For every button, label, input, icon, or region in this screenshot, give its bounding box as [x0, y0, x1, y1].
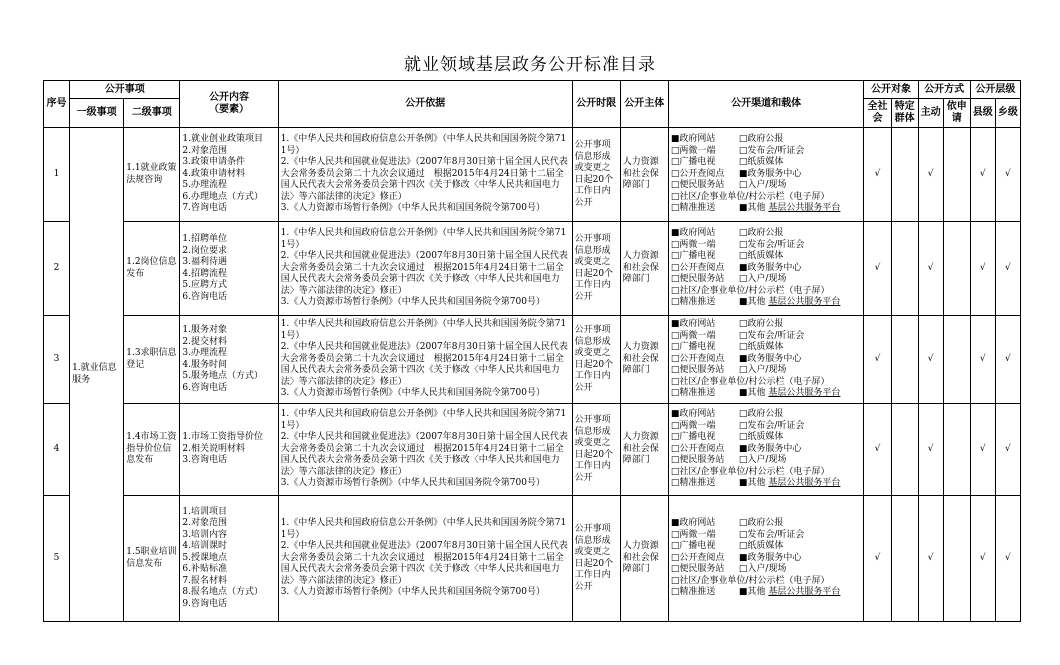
table-row	[44, 404, 1021, 496]
channel-other	[739, 388, 864, 400]
channel-option: □公开查阅点	[670, 443, 725, 454]
check-method-apply	[943, 128, 970, 222]
channel-grid	[669, 134, 864, 192]
content-elements	[180, 316, 278, 404]
channel-option: □便民服务站	[670, 455, 725, 466]
row-seq: 2	[44, 222, 70, 316]
basis-line: 1.《中华人民共和国政府信息公开条例》（中华人民共和国国务院令第711号）	[280, 319, 567, 341]
channel-option: □入户/现场	[738, 365, 787, 376]
channel-last-line	[669, 587, 864, 599]
basis-line: 2.《中华人民共和国就业促进法》（2007年8月30日第十届全国人民代表大会常务委员会第二十九次会议通过 根据2015年4月24日第十二届全国人民代表大会常务委员会第十四次《关于修改〈中华人民共和国电力法〉等六部法律的决定》修正）	[280, 157, 568, 202]
content-line: 1.服务对象	[182, 325, 227, 335]
content-line: 1.市场工资指导价位	[182, 432, 263, 443]
header-target: 公开对象	[864, 81, 918, 99]
content-line: 5.授课地点	[182, 552, 227, 563]
table-row	[44, 128, 1021, 222]
channel-other-text: 基层公共服务平台	[768, 388, 841, 399]
channel-option: □政府公报	[738, 228, 784, 239]
channel-option: □纸质媒体	[738, 157, 784, 168]
channel-last-line	[669, 297, 864, 309]
channel-cell	[668, 128, 864, 222]
check-method-apply	[943, 496, 970, 622]
content-line: 2.岗位要求	[182, 245, 227, 256]
channel-option: □广播电视	[670, 541, 716, 552]
channel-cell	[668, 222, 864, 316]
content-line: 7.咨询电话	[182, 203, 227, 214]
content-line: 2.提交材料	[182, 336, 227, 347]
header-target-specific: 特定群体	[891, 99, 918, 128]
channel-precise: □精准推送	[670, 478, 716, 489]
channel-option: □两微一端	[670, 420, 716, 431]
content-line: 5.办理流程	[182, 180, 227, 191]
channel-option: □发布会/听证会	[738, 420, 805, 431]
channel-option: □政府公报	[738, 518, 784, 529]
basis-line: 2.《中华人民共和国就业促进法》（2007年8月30日第十届全国人民代表大会常务委员会第二十九次会议通过 根据2015年4月24日第十二届全国人民代表大会常务委员会第十四次《关于修改〈中华人民共和国电力法〉等六部法律的决定》修正）	[280, 541, 568, 586]
channel-grid	[669, 518, 864, 576]
check-target-all: √	[864, 404, 891, 496]
channel-other-text: 基层公共服务平台	[768, 587, 841, 598]
check-level-town: √	[995, 404, 1020, 496]
basis-line: 1.《中华人民共和国政府信息公开条例》（中华人民共和国国务院令第711号）	[280, 518, 567, 540]
channel-option: □入户/现场	[738, 180, 787, 191]
content-line: 6.办理地点（方式）	[182, 191, 263, 202]
content-line: 3.政策申请条件	[182, 157, 245, 168]
content-line: 4.培训课时	[182, 541, 227, 552]
check-target-specific	[891, 316, 918, 404]
channel-option: □纸质媒体	[738, 432, 784, 443]
time-limit: 公开事项信息形成或变更之日起20个工作日内公开	[572, 222, 620, 316]
check-method-active: √	[918, 222, 943, 316]
level2-item: 1.3求职信息登记	[124, 316, 180, 404]
channel-option: □广播电视	[670, 342, 716, 353]
header-channel: 公开渠道和载体	[668, 81, 864, 128]
basis-line: 1.《中华人民共和国政府信息公开条例》（中华人民共和国国务院令第711号）	[280, 134, 567, 156]
header-seq: 序号	[44, 81, 70, 128]
check-method-active: √	[918, 316, 943, 404]
channel-option: □发布会/听证会	[738, 145, 805, 156]
channel-option: □政府公报	[738, 319, 784, 330]
channel-option: ■政府网站	[670, 319, 716, 330]
basis-line: 3.《人力资源市场暂行条例》（中华人民共和国国务院令第700号）	[280, 478, 545, 489]
channel-other-prefix: ■其他	[738, 388, 766, 399]
channel-option: ■政务服务中心	[738, 168, 802, 179]
content-line: 5.服务地点（方式）	[182, 371, 263, 381]
header-content: 公开内容 （要素）	[180, 81, 278, 128]
channel-option: □便民服务站	[670, 274, 725, 285]
channel-option: □两微一端	[670, 529, 716, 540]
subject: 人力资源和社会保障部门	[620, 128, 668, 222]
channel-option: □政府公报	[738, 409, 784, 420]
channel-community: □社区/企事业单位/村公示栏（电子屏）	[670, 466, 830, 477]
row-seq: 5	[44, 496, 70, 622]
channel-cell	[668, 404, 864, 496]
basis-cell	[278, 222, 572, 316]
channel-option: □便民服务站	[670, 365, 725, 376]
channel-option: □政府公报	[738, 134, 784, 145]
channel-option: □纸质媒体	[738, 342, 784, 353]
header-method-active: 主动	[918, 99, 943, 128]
content-line: 6.咨询电话	[182, 291, 227, 302]
channel-option: □纸质媒体	[738, 251, 784, 262]
channel-option: ■政务服务中心	[738, 443, 802, 454]
check-target-specific	[891, 404, 918, 496]
channel-other	[739, 478, 864, 490]
channel-option: □发布会/听证会	[738, 239, 805, 250]
channel-option: □便民服务站	[670, 564, 725, 575]
content-line: 4.政策申请材料	[182, 168, 245, 179]
level1-item: 1.就业信息服务	[70, 128, 124, 622]
content-elements	[180, 222, 278, 316]
basis-line: 3.《人力资源市场暂行条例》（中华人民共和国国务院令第700号）	[280, 388, 545, 399]
channel-option: ■政府网站	[670, 518, 716, 529]
content-line: 4.招聘流程	[182, 268, 227, 279]
content-line: 3.咨询电话	[182, 455, 227, 466]
content-line: 2.对象范围	[182, 145, 227, 156]
header-level: 公开层级	[970, 81, 1020, 99]
channel-cell	[668, 316, 864, 404]
header-level2: 二级事项	[124, 99, 180, 128]
content-line: 1.培训项目	[182, 506, 227, 517]
table-row	[44, 316, 1021, 404]
row-seq: 4	[44, 404, 70, 496]
header-level1: 一级事项	[70, 99, 124, 128]
channel-precise: □精准推送	[670, 587, 716, 598]
channel-option: □入户/现场	[738, 274, 787, 285]
header-level-county: 县级	[970, 99, 995, 128]
row-seq: 3	[44, 316, 70, 404]
channel-option: □入户/现场	[738, 455, 787, 466]
subject: 人力资源和社会保障部门	[620, 222, 668, 316]
channel-last-line	[669, 203, 864, 215]
table-row	[44, 496, 1021, 622]
check-level-county: √	[970, 222, 995, 316]
header-method: 公开方式	[918, 81, 970, 99]
channel-option: □纸质媒体	[738, 541, 784, 552]
level2-item: 1.5职业培训信息发布	[124, 496, 180, 622]
channel-grid	[669, 409, 864, 467]
check-level-county: √	[970, 128, 995, 222]
catalog-table	[43, 80, 1021, 622]
channel-precise: □精准推送	[670, 388, 716, 399]
content-line: 2.对象范围	[182, 518, 227, 529]
content-line: 7.报名材料	[182, 575, 227, 586]
channel-option: □广播电视	[670, 432, 716, 443]
channel-other	[739, 587, 864, 599]
content-elements	[180, 496, 278, 622]
check-method-apply	[943, 404, 970, 496]
check-level-town: √	[995, 316, 1020, 404]
channel-other-text: 基层公共服务平台	[768, 297, 841, 308]
basis-line: 1.《中华人民共和国政府信息公开条例》（中华人民共和国国务院令第711号）	[280, 409, 567, 431]
basis-line: 2.《中华人民共和国就业促进法》（2007年8月30日第十届全国人民代表大会常务委员会第二十九次会议通过 根据2015年4月24日第十二届全国人民代表大会常务委员会第十四次《关于修改〈中华人民共和国电力法〉等六部法律的决定》修正）	[280, 432, 568, 477]
check-target-all: √	[864, 316, 891, 404]
content-line: 8.报名地点（方式）	[182, 587, 263, 598]
header-public-item: 公开事项	[70, 81, 180, 99]
content-line: 4.服务时间	[182, 359, 227, 370]
channel-option: □发布会/听证会	[738, 330, 805, 341]
channel-last-line	[669, 478, 864, 490]
check-level-town: √	[995, 496, 1020, 622]
check-target-specific	[891, 222, 918, 316]
level2-item: 1.4市场工资指导价位信息发布	[124, 404, 180, 496]
content-elements	[180, 404, 278, 496]
basis-cell	[278, 316, 572, 404]
content-line: 9.咨询电话	[182, 598, 227, 609]
level2-item: 1.1就业政策法规咨询	[124, 128, 180, 222]
time-limit: 公开事项信息形成或变更之日起20个工作日内公开	[572, 316, 620, 404]
check-method-active: √	[918, 496, 943, 622]
channel-option: □两微一端	[670, 239, 716, 250]
table-row	[44, 222, 1021, 316]
check-level-county: √	[970, 496, 995, 622]
channel-option: ■政府网站	[670, 409, 716, 420]
header-basis: 公开依据	[278, 81, 572, 128]
channel-option: □公开查阅点	[670, 262, 725, 273]
channel-other-text: 基层公共服务平台	[768, 203, 841, 214]
content-elements	[180, 128, 278, 222]
content-line: 5.应聘方式	[182, 280, 227, 290]
check-level-town: √	[995, 128, 1020, 222]
channel-option: □便民服务站	[670, 180, 725, 191]
header-level-town: 乡级	[995, 99, 1020, 128]
basis-cell	[278, 128, 572, 222]
channel-other-text: 基层公共服务平台	[768, 478, 841, 489]
header-subject: 公开主体	[620, 81, 668, 128]
page-title: 就业领域基层政务公开标准目录	[404, 55, 656, 75]
check-target-all: √	[864, 128, 891, 222]
channel-precise: □精准推送	[670, 297, 716, 308]
channel-option: ■政务服务中心	[738, 552, 802, 563]
channel-option: □公开查阅点	[670, 168, 725, 179]
channel-option: □公开查阅点	[670, 552, 725, 563]
check-level-town: √	[995, 222, 1020, 316]
channel-other	[739, 203, 864, 215]
channel-last-line	[669, 388, 864, 400]
check-target-specific	[891, 496, 918, 622]
header-time-limit: 公开时限	[572, 81, 620, 128]
subject: 人力资源和社会保障部门	[620, 316, 668, 404]
subject: 人力资源和社会保障部门	[620, 496, 668, 622]
channel-option: ■政府网站	[670, 134, 716, 145]
channel-option: ■政务服务中心	[738, 262, 802, 273]
basis-line: 3.《人力资源市场暂行条例》（中华人民共和国国务院令第700号）	[280, 587, 545, 598]
channel-other-prefix: ■其他	[738, 203, 766, 214]
channel-other	[739, 297, 864, 309]
channel-other-prefix: ■其他	[738, 297, 766, 308]
content-line: 1.招聘单位	[182, 234, 227, 244]
check-level-county: √	[970, 316, 995, 404]
check-level-county: √	[970, 404, 995, 496]
channel-option: ■政府网站	[670, 228, 716, 239]
basis-line: 3.《人力资源市场暂行条例》（中华人民共和国国务院令第700号）	[280, 297, 545, 308]
row-seq: 1	[44, 128, 70, 222]
check-target-all: √	[864, 496, 891, 622]
level2-item: 1.2岗位信息发布	[124, 222, 180, 316]
basis-cell	[278, 404, 572, 496]
channel-community: □社区/企事业单位/村公示栏（电子屏）	[670, 575, 830, 586]
channel-option: □公开查阅点	[670, 353, 725, 364]
subject: 人力资源和社会保障部门	[620, 404, 668, 496]
time-limit: 公开事项信息形成或变更之日起20个工作日内公开	[572, 496, 620, 622]
basis-line: 2.《中华人民共和国就业促进法》（2007年8月30日第十届全国人民代表大会常务委员会第二十九次会议通过 根据2015年4月24日第十二届全国人民代表大会常务委员会第十四次《关于修改〈中华人民共和国电力法〉等六部法律的决定》修正）	[280, 251, 568, 296]
channel-grid	[669, 319, 864, 377]
header-target-all: 全社会	[864, 99, 891, 128]
channel-option: □广播电视	[670, 157, 716, 168]
channel-option: □入户/现场	[738, 564, 787, 575]
check-method-apply	[943, 222, 970, 316]
header-method-apply: 依申请	[943, 99, 970, 128]
content-line: 3.福利待遇	[182, 257, 227, 267]
content-line: 2.相关说明材料	[182, 443, 245, 454]
channel-other-prefix: ■其他	[738, 478, 766, 489]
channel-other-prefix: ■其他	[738, 587, 766, 598]
check-method-active: √	[918, 404, 943, 496]
channel-option: ■政务服务中心	[738, 353, 802, 364]
channel-community: □社区/企事业单位/村公示栏（电子屏）	[670, 191, 830, 202]
channel-community: □社区/企事业单位/村公示栏（电子屏）	[670, 285, 830, 296]
content-line: 3.培训内容	[182, 529, 227, 540]
channel-cell	[668, 496, 864, 622]
basis-line: 2.《中华人民共和国就业促进法》（2007年8月30日第十届全国人民代表大会常务委员会第二十九次会议通过 根据2015年4月24日第十二届全国人民代表大会常务委员会第十四次《关于修改〈中华人民共和国电力法〉等六部法律的决定》修正）	[280, 342, 568, 387]
channel-option: □两微一端	[670, 145, 716, 156]
channel-grid	[669, 228, 864, 286]
content-line: 6.咨询电话	[182, 382, 227, 393]
content-line: 3.办理流程	[182, 348, 227, 358]
channel-community: □社区/企事业单位/村公示栏（电子屏）	[670, 376, 830, 387]
content-line: 1.就业创业政策项目	[182, 134, 263, 145]
content-line: 6.补贴标准	[182, 564, 227, 575]
basis-line: 1.《中华人民共和国政府信息公开条例》（中华人民共和国国务院令第711号）	[280, 228, 567, 250]
check-target-all: √	[864, 222, 891, 316]
check-method-active: √	[918, 128, 943, 222]
check-method-apply	[943, 316, 970, 404]
channel-option: □两微一端	[670, 330, 716, 341]
time-limit: 公开事项信息形成或变更之日起20个工作日内公开	[572, 128, 620, 222]
time-limit: 公开事项信息形成或变更之日起20个工作日内公开	[572, 404, 620, 496]
basis-line: 3.《人力资源市场暂行条例》（中华人民共和国国务院令第700号）	[280, 203, 545, 214]
channel-option: □广播电视	[670, 251, 716, 262]
channel-option: □发布会/听证会	[738, 529, 805, 540]
basis-cell	[278, 496, 572, 622]
check-target-specific	[891, 128, 918, 222]
channel-precise: □精准推送	[670, 203, 716, 214]
